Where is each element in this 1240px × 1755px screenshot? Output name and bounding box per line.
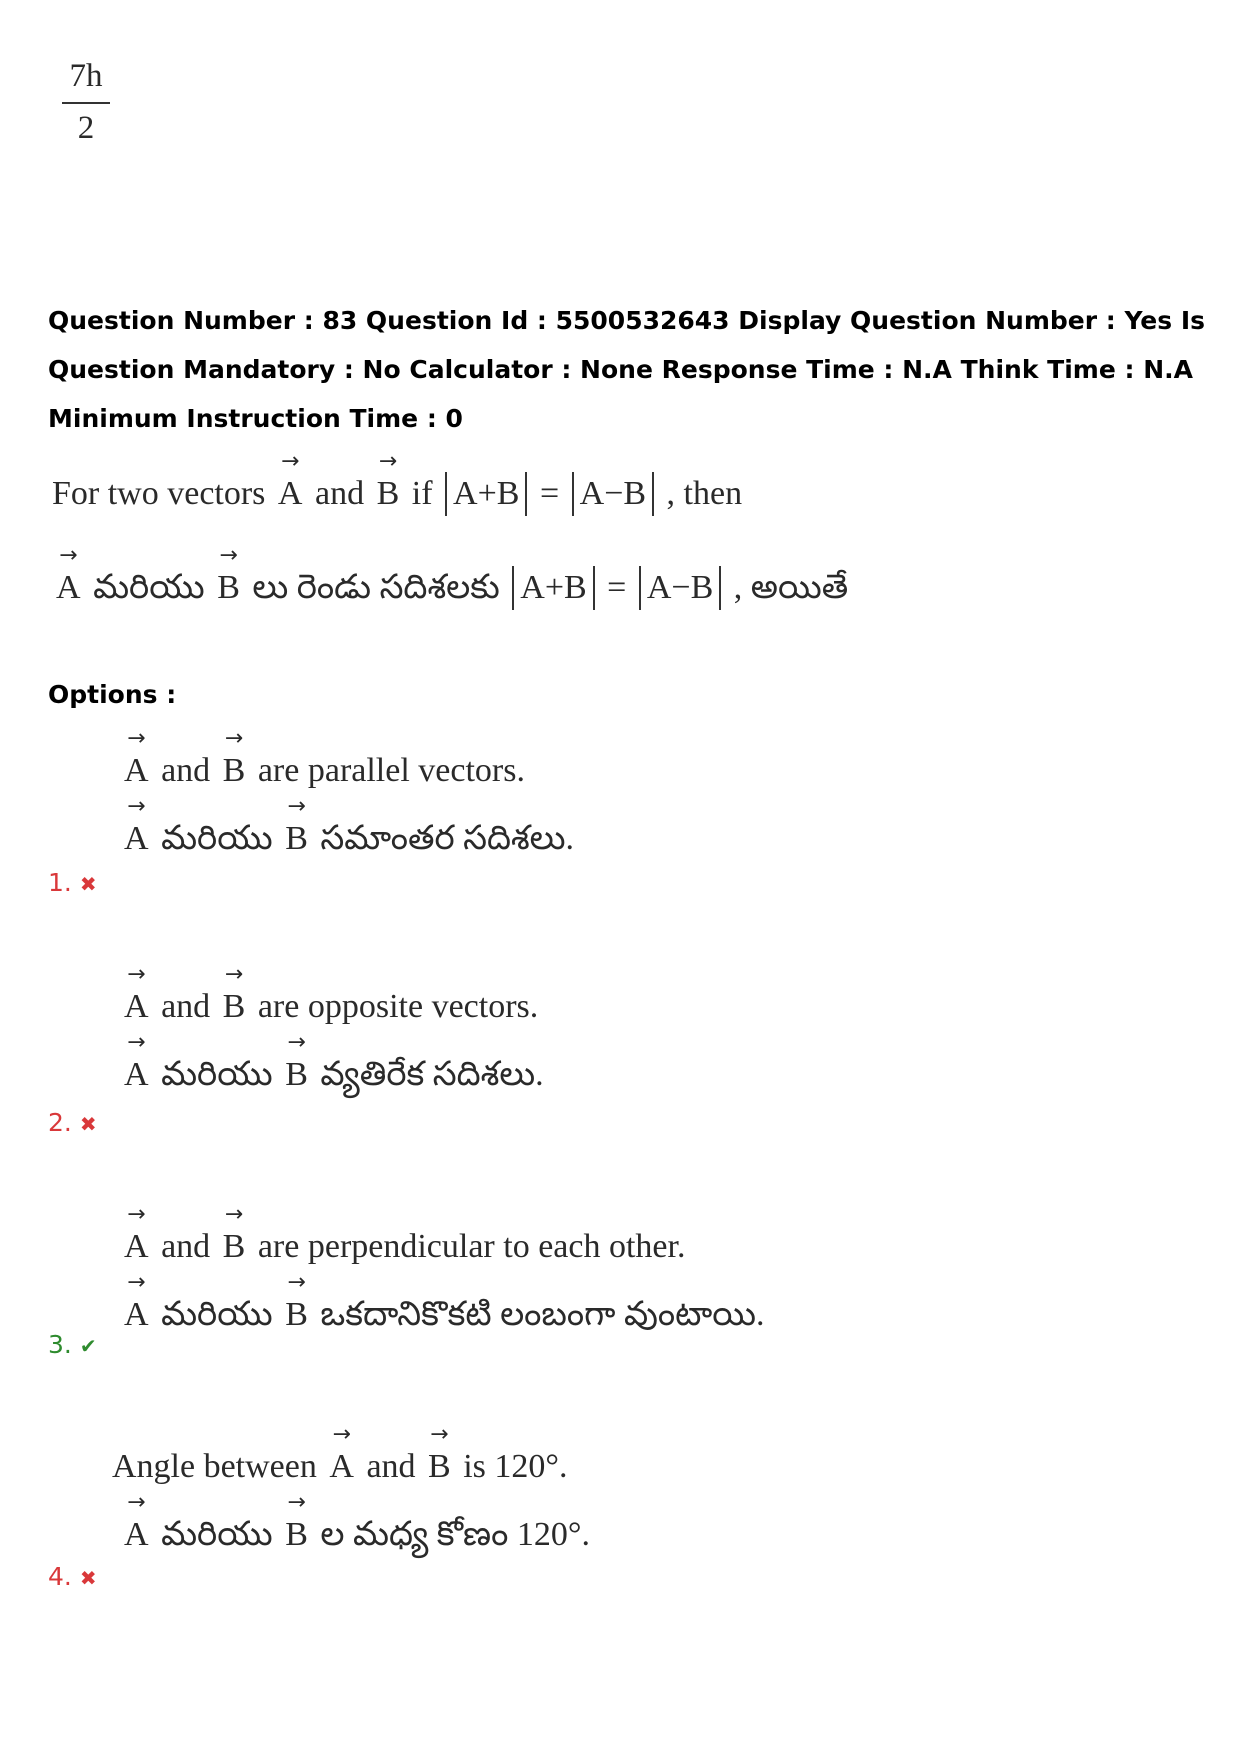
wrong-icon: ✖ [79,1566,97,1590]
option-text: వ్యతిరేక సదిశలు. [320,1056,544,1093]
option-and: and [161,988,211,1025]
stem-if: if [411,475,433,512]
stem-prefix: For two vectors [52,475,266,512]
option-2-telugu [120,1056,544,1102]
option-and: and [366,1448,416,1485]
equals-sign: = [607,569,627,606]
magnitude-difference: A−B [639,566,721,610]
vector-a: → A [124,752,149,790]
option-4-telugu [120,1516,590,1562]
option-4-english [112,1448,568,1486]
question-stem-english [52,472,742,516]
vector-b: → B [223,1228,246,1266]
option-2-english [120,988,538,1026]
wrong-icon: ✖ [79,872,97,896]
correct-icon: ✔ [79,1334,97,1358]
option-number: 1. [48,868,72,897]
option-text: ఒకదానికొకటి లంబంగా వుంటాయి. [320,1296,765,1333]
vector-b: → B [285,1516,308,1554]
vector-b: → B [285,1296,308,1334]
vector-a: → A [124,1228,149,1266]
vector-a: → A [329,1448,354,1486]
option-text: is 120°. [463,1448,568,1485]
question-metadata: Question Number : 83 Question Id : 5500532643 Display Question Number : Yes Is Question Mandatory : No Calculator : None Response Time : N.A Think Time : N.A Minimum Instruction Time : 0 [48,306,1206,433]
fraction-numerator: 7h [69,58,103,94]
option-text: ల మధ్య కోణం 120°. [320,1516,590,1553]
fraction-bar [62,102,110,104]
option-1-telugu [120,820,574,866]
option-1-english [120,752,525,790]
vector-b: → B [377,475,400,513]
option-4-marker [48,1562,97,1591]
option-number: 2. [48,1108,72,1137]
option-1-marker [48,868,97,897]
option-3-english [120,1228,685,1266]
vector-a: → A [124,1516,149,1554]
previous-answer-fraction [62,52,110,148]
option-text: are opposite vectors. [257,988,539,1025]
option-prefix: Angle between [112,1448,317,1485]
vector-b: → B [223,752,246,790]
vector-b: → B [428,1448,451,1486]
option-and: and [161,1228,211,1265]
wrong-icon: ✖ [79,1112,97,1136]
option-2-marker [48,1108,97,1137]
vector-a: → A [56,569,81,607]
fraction-denominator: 2 [77,110,95,146]
stem-and: and [314,475,365,512]
option-te-and: మరియు [161,1056,273,1093]
vector-b: → B [223,988,246,1026]
vector-b: → B [285,820,308,858]
question-stem-telugu [52,566,848,615]
option-and: and [161,752,211,789]
te-middle: లు రెండు సదిశలకు [252,569,500,606]
option-3-marker [48,1330,97,1359]
option-te-and: మరియు [161,1516,273,1553]
magnitude-sum: A+B [445,472,527,516]
vector-a: → A [278,475,303,513]
vector-a: → A [124,988,149,1026]
option-3-telugu [120,1296,765,1342]
magnitude-sum: A+B [512,566,594,610]
magnitude-difference: A−B [572,472,654,516]
option-text: are perpendicular to each other. [257,1228,686,1265]
option-text: are parallel vectors. [257,752,525,789]
option-text: సమాంతర సదిశలు. [320,820,575,857]
vector-a: → A [124,1296,149,1334]
stem-then: , then [666,475,743,512]
vector-a: → A [124,820,149,858]
option-number: 3. [48,1330,72,1359]
te-then: , అయితే [733,569,849,606]
option-te-and: మరియు [161,820,273,857]
vector-b: → B [217,569,240,607]
option-number: 4. [48,1562,72,1591]
te-and: మరియు [93,569,205,606]
option-te-and: మరియు [161,1296,273,1333]
vector-a: → A [124,1056,149,1094]
vector-b: → B [285,1056,308,1094]
options-label: Options : [48,680,177,709]
equals-sign: = [539,475,560,512]
